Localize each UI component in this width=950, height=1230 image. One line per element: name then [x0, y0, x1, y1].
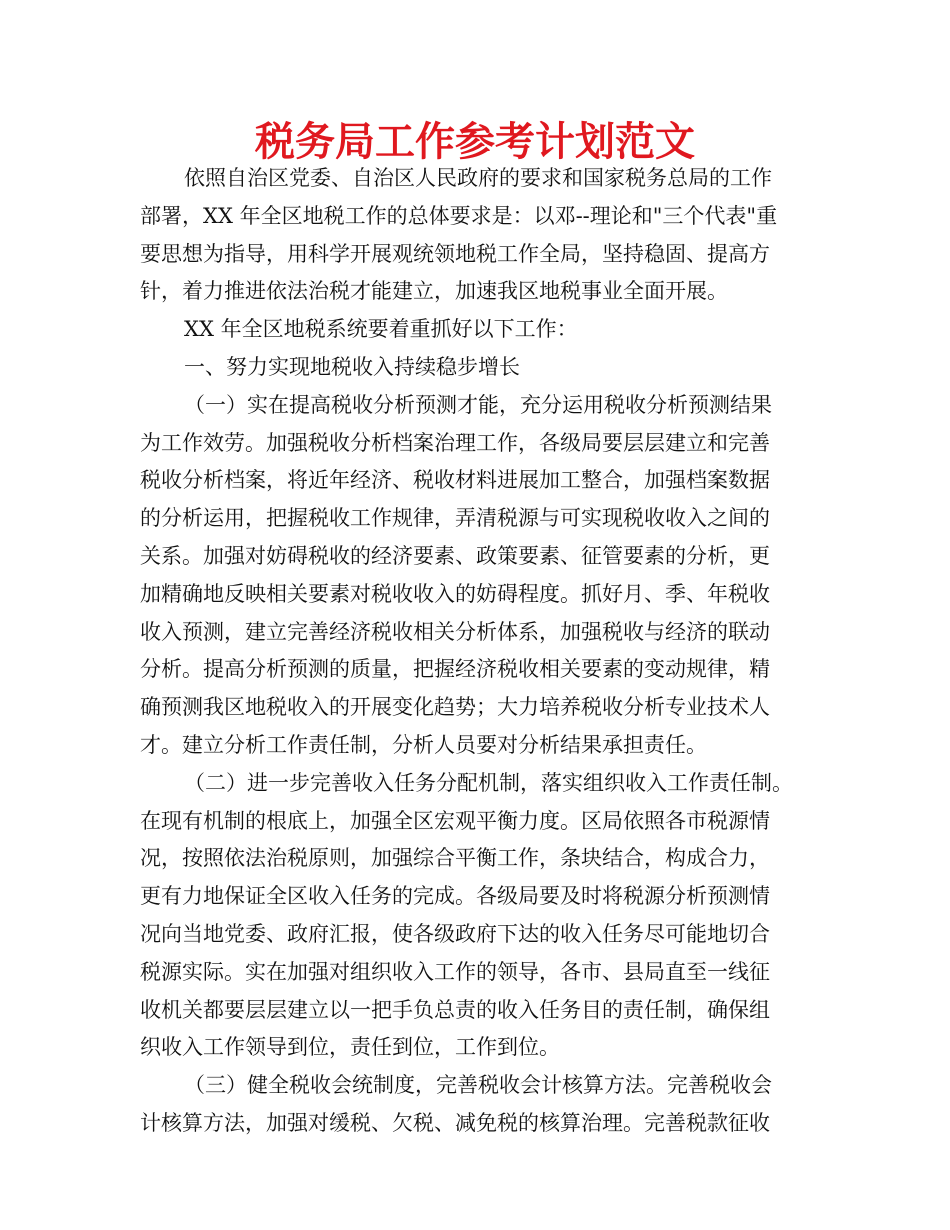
- text-line: 确预测我区地税收入的开展变化趋势；大力培养税收分析专业技术人: [140, 695, 770, 720]
- text-line: 部署，XX 年全区地税工作的总体要求是：以邓--理论和"三个代表"重: [140, 203, 778, 228]
- paragraph: [140, 765, 820, 1067]
- text-line: 一、努力实现地税收入持续稳步增长: [184, 354, 520, 379]
- text-line: 的分析运用，把握税收工作规律，弄清税源与可实现税收收入之间的: [140, 506, 770, 531]
- paragraph: [140, 311, 820, 349]
- text-line: 为工作效劳。加强税收分析档案治理工作，各级局要层层建立和完善: [140, 430, 770, 455]
- text-line: 针，着力推进依法治税才能建立，加速我区地税事业全面开展。: [140, 279, 728, 304]
- text-line: 织收入工作领导到位，责任到位，工作到位。: [140, 1035, 560, 1060]
- paragraph: [140, 1067, 820, 1143]
- text-line: 才。建立分析工作责任制，分析人员要对分析结果承担责任。: [140, 732, 707, 757]
- text-line: 税源实际。实在加强对组织收入工作的领导，各市、县局直至一线征: [140, 959, 770, 984]
- text-line: 况向当地党委、政府汇报，使各级政府下达的收入任务尽可能地切合: [140, 921, 770, 946]
- text-line: 收入预测，建立完善经济税收相关分析体系，加强税收与经济的联动: [140, 619, 770, 644]
- text-line: 要思想为指导，用科学开展观统领地税工作全局，坚持稳固、提高方: [140, 241, 770, 266]
- document-body: [140, 160, 820, 1143]
- paragraph: [140, 387, 820, 765]
- paragraph: [140, 160, 820, 311]
- text-line: 依照自治区党委、自治区人民政府的要求和国家税务总局的工作: [184, 166, 772, 190]
- paragraph: [140, 349, 820, 387]
- text-line: 关系。加强对妨碍税收的经济要素、政策要素、征管要素的分析，更: [140, 543, 770, 568]
- text-line: 分析。提高分析预测的质量，把握经济税收相关要素的变动规律，精: [140, 657, 770, 682]
- text-line: 更有力地保证全区收入任务的完成。各级局要及时将税源分析预测情: [140, 884, 770, 909]
- text-line: （三）健全税收会统制度，完善税收会计核算方法。完善税收会: [184, 1073, 772, 1098]
- text-line: 收机关都要层层建立以一把手负总责的收入任务目的责任制，确保组: [140, 997, 770, 1022]
- text-line: （二）进一步完善收入任务分配机制，落实组织收入工作责任制。: [184, 770, 793, 795]
- text-line: 在现有机制的根底上，加强全区宏观平衡力度。区局依照各市税源情: [140, 808, 770, 833]
- text-line: 税收分析档案，将近年经济、税收材料进展加工整合，加强档案数据: [140, 468, 770, 493]
- text-line: XX 年全区地税系统要着重抓好以下工作：: [184, 317, 578, 342]
- document-title: 税务局工作参考计划范文: [255, 119, 695, 165]
- text-line: 加精确地反映相关要素对税收收入的妨碍程度。抓好月、季、年税收: [140, 581, 770, 606]
- text-line: 计核算方法，加强对缓税、欠税、减免税的核算治理。完善税款征收: [140, 1110, 770, 1135]
- text-line: 况，按照依法治税原则，加强综合平衡工作，条块结合，构成合力，: [140, 846, 770, 871]
- text-line: （一）实在提高税收分析预测才能，充分运用税收分析预测结果: [184, 392, 772, 417]
